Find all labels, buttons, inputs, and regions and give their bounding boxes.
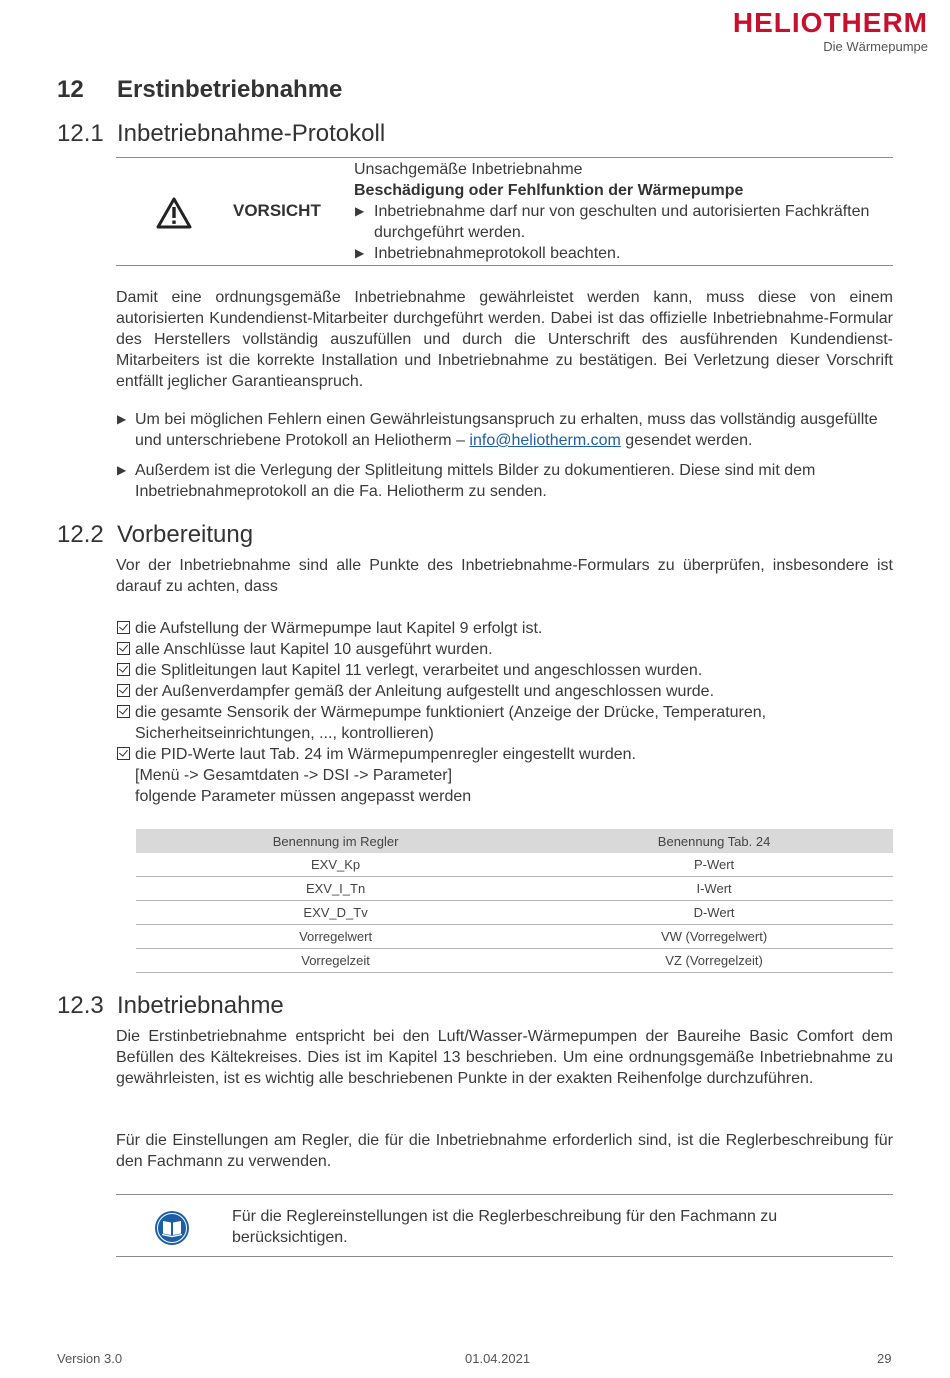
checklist-item: die Splitleitungen laut Kapitel 11 verlegt, verarbeitet und angeschlossen wurden. [116, 660, 893, 681]
warning-triangle-icon [156, 197, 192, 229]
checklist-item: alle Anschlüsse laut Kapitel 10 ausgeführt wurden. [116, 639, 893, 660]
note-text: Für die Reglereinstellungen ist die Reglerbeschreibung für den Fachmann zu berücksichtigen. [232, 1208, 778, 1246]
checklist-item: die gesamte Sensorik der Wärmepumpe funktioniert (Anzeige der Drücke, Temperaturen, Sicherheitseinrichtungen, ..., kontrollieren) [116, 702, 893, 744]
arrow-right-icon: ▶ [117, 412, 127, 426]
section-1-title: Inbetriebnahme-Protokoll [117, 120, 386, 147]
chapter-title: Erstinbetriebnahme [117, 76, 343, 103]
footer-date: 01.04.2021 [465, 1351, 531, 1366]
section-3-number: 12.3 [57, 992, 104, 1019]
protocol-bullets [116, 409, 893, 511]
params-note: folgende Parameter müssen angepasst werden [135, 788, 472, 805]
warning-label: VORSICHT [233, 201, 321, 220]
section-2-heading [57, 521, 253, 549]
table-cell: D-Wert [535, 901, 893, 925]
table-row [136, 949, 893, 973]
table-cell: VZ (Vorregelzeit) [535, 949, 893, 973]
arrow-right-icon: ▶ [355, 246, 365, 260]
commissioning-paragraph-2: Für die Einstellungen am Regler, die für die Inbetriebnahme erforderlich sind, ist die Reglerbeschreibung für den Fachmann zu verwenden. [116, 1132, 893, 1170]
warning-text [354, 159, 899, 264]
preparation-intro: Vor der Inbetriebnahme sind alle Punkte des Inbetriebnahme-Formulars zu überprüfen, insbesondere ist darauf zu achten, dass [116, 557, 893, 595]
section-3-heading [57, 992, 284, 1020]
table-cell: I-Wert [535, 877, 893, 901]
section-1-heading [57, 120, 385, 148]
arrow-right-icon: ▶ [117, 463, 127, 477]
checkbox-checked-icon [117, 684, 130, 697]
warning-bottom-rule [116, 265, 893, 266]
menu-path: [Menü -> Gesamtdaten -> DSI -> Parameter] [135, 767, 453, 784]
table-cell: EXV_D_Tv [136, 901, 535, 925]
brand-logo [733, 8, 928, 54]
note-bottom-rule [116, 1256, 893, 1257]
manual-book-icon [154, 1210, 190, 1246]
warning-consequence: Beschädigung oder Fehlfunktion der Wärmepumpe [354, 182, 744, 199]
preparation-checklist [116, 618, 893, 807]
checkbox-checked-icon [117, 747, 130, 760]
bullet-item: ▶ Um bei möglichen Fehlern einen Gewährleistungsanspruch zu erhalten, muss das vollständig ausgefüllte und unterschriebene Protokoll an Heliotherm – info@heliotherm.com gesendet werden. [117, 411, 878, 449]
bullet-item: ▶ Außerdem ist die Verlegung der Splitleitung mittels Bilder zu dokumentieren. Diese sind mit dem Inbetriebnahmeprotokoll an die Fa. Heliotherm zu senden. [117, 462, 816, 500]
chapter-heading [57, 76, 342, 104]
checklist-item: die Aufstellung der Wärmepumpe laut Kapitel 9 erfolgt ist. [116, 618, 893, 639]
table-row [136, 877, 893, 901]
table-cell: VW (Vorregelwert) [535, 925, 893, 949]
warning-top-rule [116, 157, 893, 158]
arrow-right-icon: ▶ [355, 204, 365, 218]
table-cell: EXV_I_Tn [136, 877, 535, 901]
section-1-number: 12.1 [57, 120, 104, 147]
commissioning-paragraph-1: Die Erstinbetriebnahme entspricht bei den Luft/Wasser-Wärmepumpen der Baureihe Basic Comfort dem Befüllen des Kältekreises. Dies ist im Kapitel 13 beschrieben. Um eine ordnungsgemäße Inbetriebnahme zu gewährleisten, ist es wichtig alle beschriebenen Punkte in der exakten Reihenfolge durchzuführen. [116, 1028, 893, 1087]
brand-name: HELIOTHERM [732, 7, 928, 38]
warning-action: ▶ Inbetriebnahmeprotokoll beachten. [355, 245, 621, 262]
checklist-item: der Außenverdampfer gemäß der Anleitung aufgestellt und angeschlossen wurde. [116, 681, 893, 702]
table-row [136, 853, 893, 877]
table-row [136, 925, 893, 949]
table-header-cell: Benennung Tab. 24 [535, 829, 893, 853]
checklist-item: die PID-Werte laut Tab. 24 im Wärmepumpenregler eingestellt wurden. [116, 744, 893, 765]
email-link[interactable]: info@heliotherm.com [469, 432, 621, 449]
section-2-title: Vorbereitung [117, 521, 254, 548]
table-header-cell: Benennung im Regler [136, 829, 535, 853]
table-cell: Vorregelwert [136, 925, 535, 949]
table-cell: Vorregelzeit [136, 949, 535, 973]
checkbox-checked-icon [117, 663, 130, 676]
table-header-row [136, 829, 893, 853]
note-top-rule [116, 1194, 893, 1195]
table-cell: EXV_Kp [136, 853, 535, 877]
table-row [136, 901, 893, 925]
pid-parameter-table [136, 829, 893, 973]
table-cell: P-Wert [535, 853, 893, 877]
footer-version: Version 3.0 [57, 1351, 123, 1366]
checkbox-checked-icon [117, 705, 130, 718]
section-3-title: Inbetriebnahme [117, 992, 284, 1019]
checkbox-checked-icon [117, 642, 130, 655]
footer-page-number: 29 [877, 1351, 892, 1366]
protocol-paragraph: Damit eine ordnungsgemäße Inbetriebnahme gewährleistet werden kann, muss diese von einem autorisierten Kundendienst-Mitarbeiter durchgeführt werden. Dabei ist das offizielle Inbetriebnahme-Formular des Herstellers vollständig auszufüllen und durch die Unterschrift des ausführenden Kundendienst-Mitarbeiters ist die korrekte Installation und Inbetriebnahme zu bestätigen. Bei Verletzung dieser Vorschrift entfällt jeglicher Garantieanspruch. [116, 289, 893, 390]
chapter-number: 12 [57, 76, 84, 103]
checkbox-checked-icon [117, 621, 130, 634]
section-2-number: 12.2 [57, 521, 104, 548]
warning-hazard: Unsachgemäße Inbetriebnahme [354, 161, 583, 178]
brand-tagline: Die Wärmepumpe [823, 39, 928, 54]
warning-action: ▶ Inbetriebnahme darf nur von geschulten und autorisierten Fachkräften durchgeführt werden. [355, 203, 870, 241]
